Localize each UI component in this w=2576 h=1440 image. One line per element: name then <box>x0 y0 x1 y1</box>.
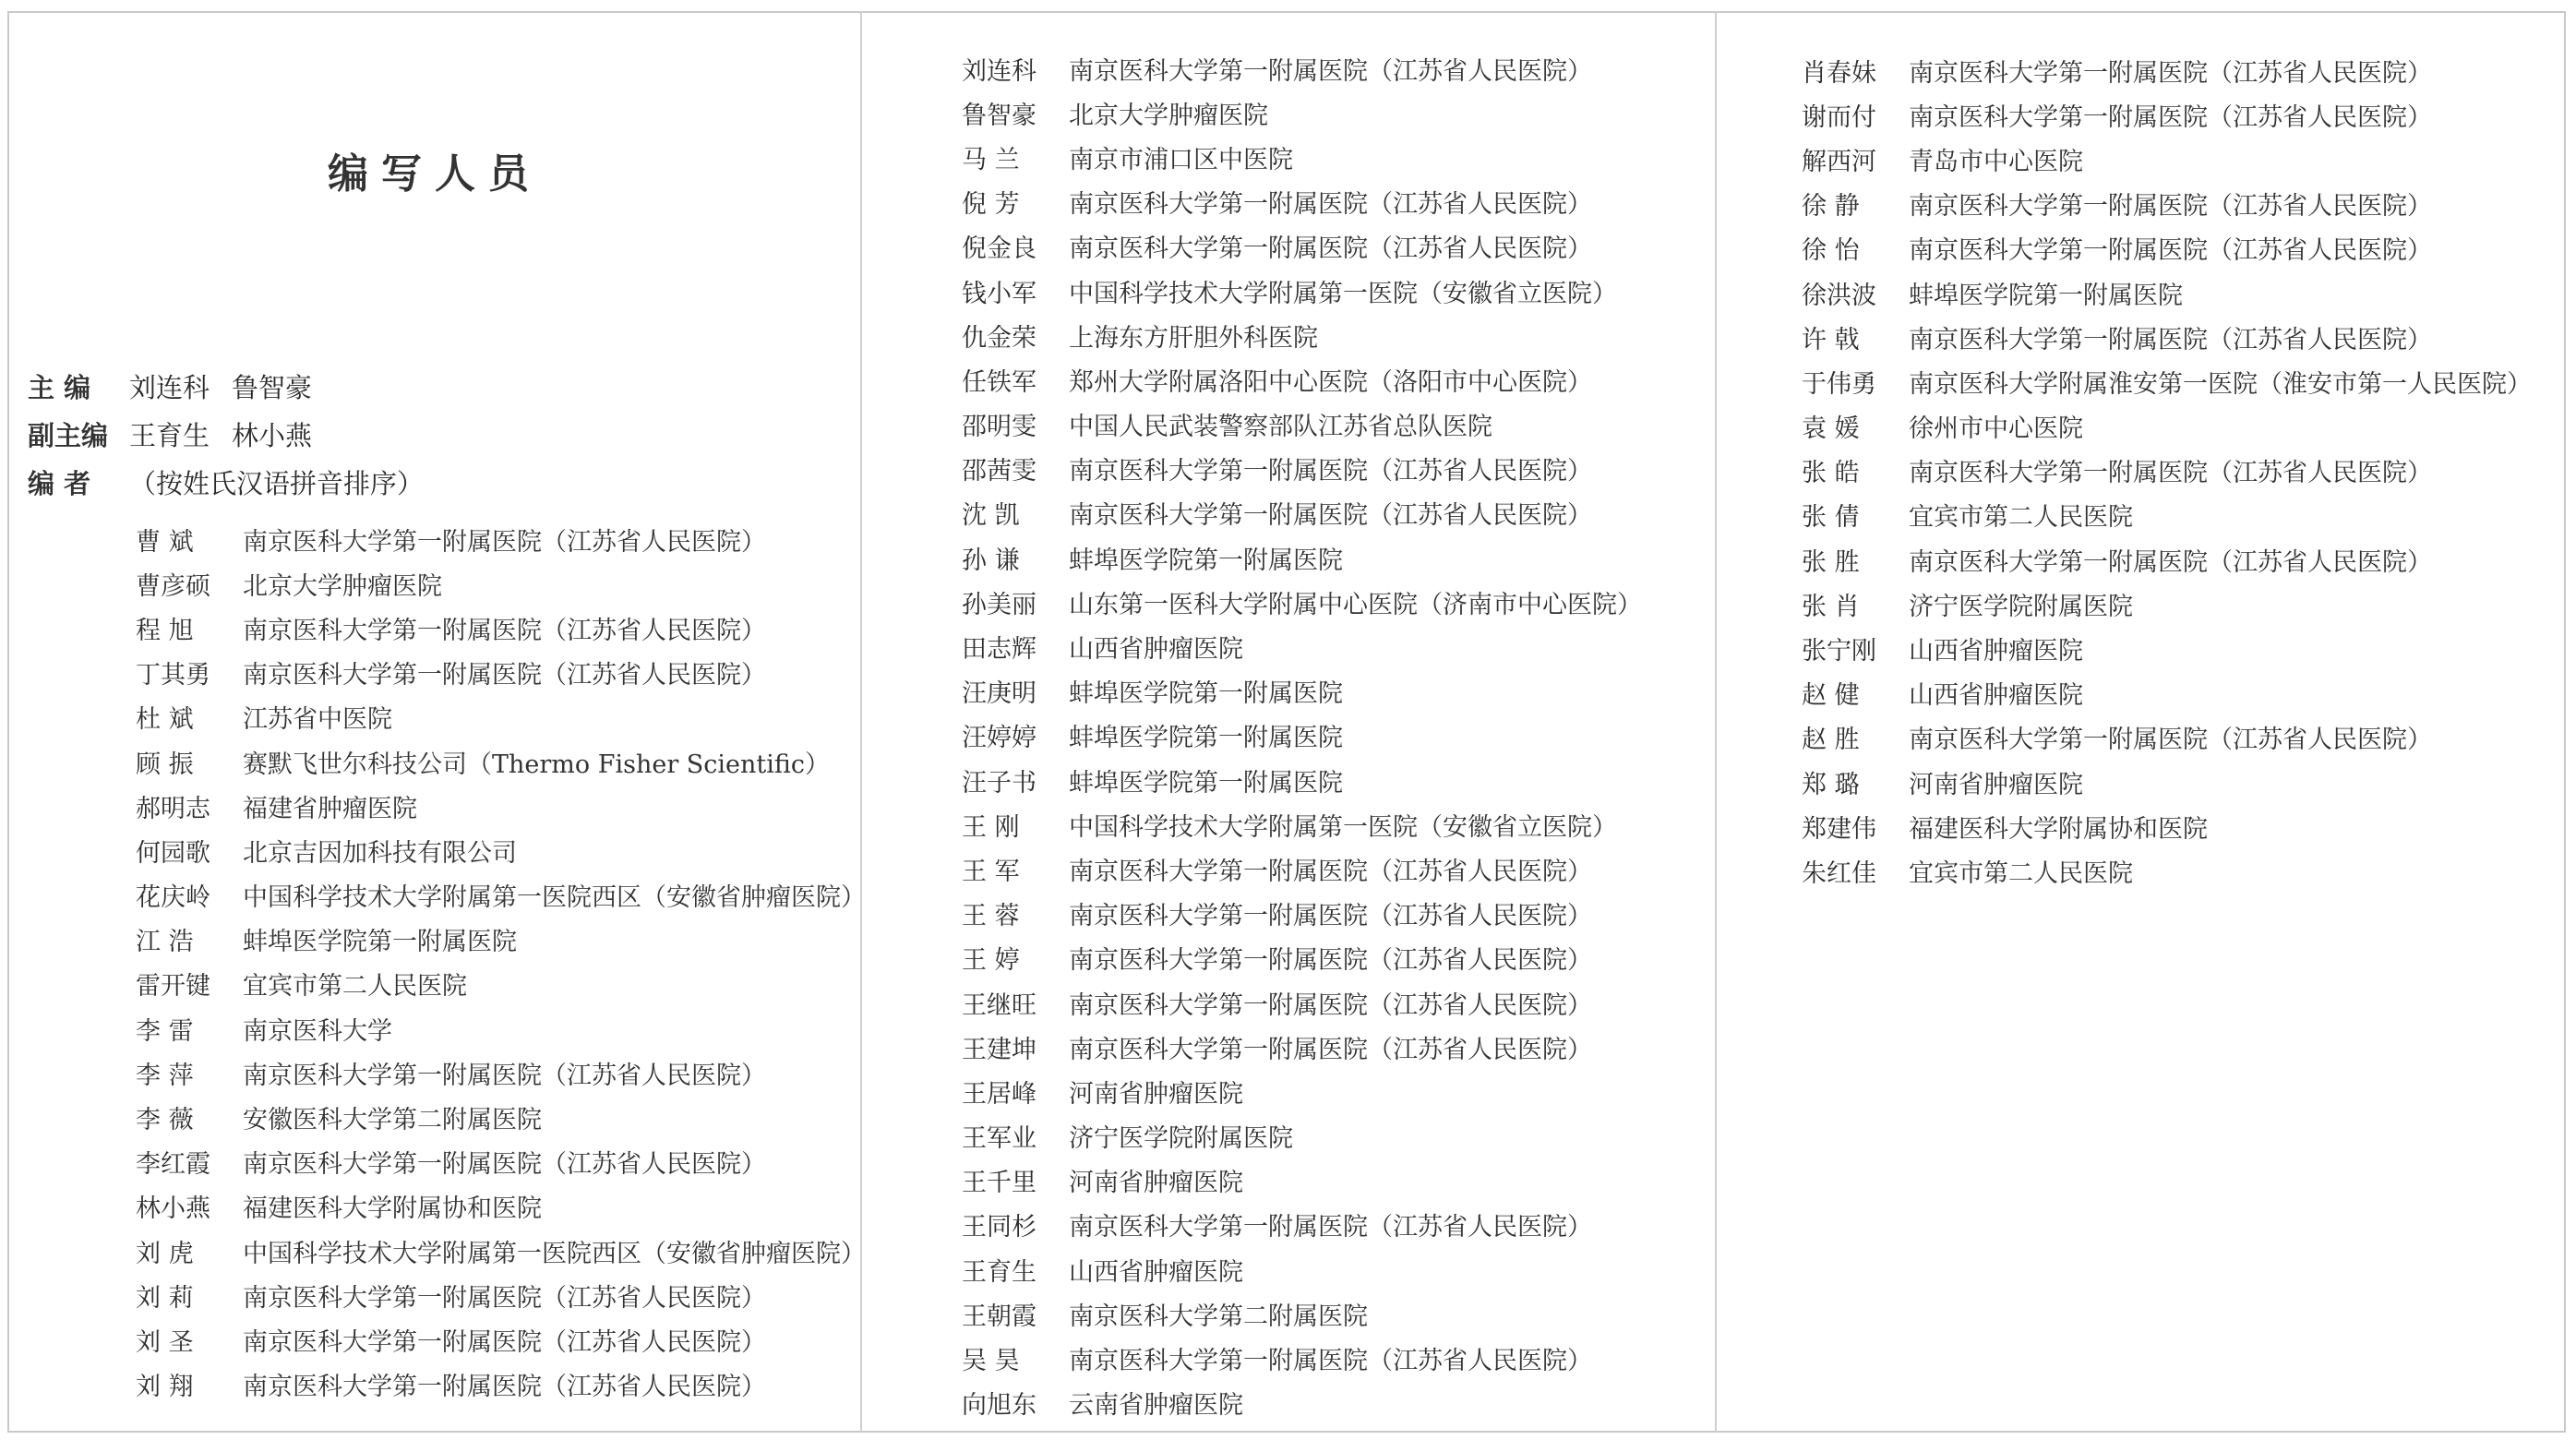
editor-institution: 南京医科大学第一附属医院（江苏省人民医院） <box>1069 990 1592 1020</box>
editor-name: 郑 璐 <box>1802 770 1860 799</box>
editor-institution: 山西省肿瘤医院 <box>1909 637 2083 666</box>
editor-entry <box>962 535 1642 580</box>
editor-institution: 南京医科大学第一附属医院（江苏省人民医院） <box>1909 236 2432 266</box>
editor-name: 张宁刚 <box>1802 637 1876 666</box>
editor-entry <box>962 1336 1642 1380</box>
editor-name: 刘 莉 <box>136 1283 194 1313</box>
editor-institution: 蚌埠医学院第一附属医院 <box>1909 281 2183 310</box>
editor-institution: 南京医科大学第一附属医院（江苏省人民医院） <box>1069 1035 1592 1064</box>
editor-name: 仇金荣 <box>962 323 1036 353</box>
editor-name: 郝明志 <box>136 794 210 823</box>
editor-name: 汪庚明 <box>962 679 1036 709</box>
editor-institution: 南京医科大学第一附属医院（江苏省人民医院） <box>1069 56 1592 86</box>
editor-entry <box>136 517 866 561</box>
editor-entry <box>1802 182 2532 226</box>
editor-name: 钱小军 <box>962 279 1036 308</box>
editor-entry <box>962 1291 1642 1336</box>
deputy-editor-label: 副主编 <box>28 420 109 451</box>
editor-institution: 南京医科大学第一附属医院（江苏省人民医院） <box>1909 726 2432 755</box>
editor-list-column-2 <box>962 46 1642 1425</box>
editor-institution: 南京医科大学第一附属医院（江苏省人民医院） <box>1909 58 2432 88</box>
editor-entry <box>1802 671 2532 715</box>
editor-institution: 南京医科大学第一附属医院（江苏省人民医院） <box>243 527 766 557</box>
editor-institution: 中国科学技术大学附属第一医院西区（安徽省肿瘤医院） <box>243 1239 866 1268</box>
editor-name: 于伟勇 <box>1802 369 1876 399</box>
editor-entry <box>962 269 1642 313</box>
editor-entry <box>962 1114 1642 1158</box>
editor-entry <box>136 1184 866 1229</box>
editor-entry <box>1802 493 2532 537</box>
editor-institution: 北京吉因加科技有限公司 <box>243 838 517 868</box>
editor-entry <box>1802 804 2532 848</box>
editor-entry <box>136 606 866 650</box>
editor-entry <box>136 695 866 739</box>
editor-entry <box>962 1025 1642 1069</box>
editor-entry <box>962 892 1642 936</box>
editor-institution: 福建医科大学附属协和医院 <box>1909 814 2208 844</box>
editor-name: 王 婷 <box>962 946 1020 976</box>
editor-name: 王 刚 <box>962 812 1020 842</box>
editor-institution: 南京医科大学第一附属医院（江苏省人民医院） <box>243 1373 766 1402</box>
editor-name: 朱红佳 <box>1802 858 1876 888</box>
editor-institution: 南京医科大学第二附属医院 <box>1069 1302 1368 1331</box>
page-title: 编写人员 <box>328 150 542 198</box>
editors-label: 编 者 <box>28 468 91 499</box>
editor-entry <box>136 784 866 828</box>
editor-entry <box>1802 537 2532 582</box>
editor-entry <box>962 580 1642 624</box>
editor-name: 解西河 <box>1802 147 1876 176</box>
editor-entry <box>1802 626 2532 670</box>
editor-entry <box>962 402 1642 447</box>
editor-institution: 青岛市中心医院 <box>1909 147 2083 176</box>
editor-entry <box>136 1273 866 1317</box>
editor-name: 马 兰 <box>962 145 1020 174</box>
editor-name: 倪 芳 <box>962 190 1020 220</box>
editor-institution: 济宁医学院附属医院 <box>1069 1124 1293 1154</box>
editor-institution: 南京医科大学第一附属医院（江苏省人民医院） <box>1909 459 2432 488</box>
editor-institution: 南京市浦口区中医院 <box>1069 145 1293 174</box>
editor-entry <box>962 1203 1642 1247</box>
editor-name: 刘连科 <box>962 56 1036 86</box>
editor-name: 吴 昊 <box>962 1347 1020 1376</box>
editor-name: 曹 斌 <box>136 527 194 557</box>
editor-name: 徐 怡 <box>1802 236 1860 266</box>
editor-name: 何园歌 <box>136 838 210 868</box>
editor-name: 徐洪波 <box>1802 281 1876 310</box>
editor-institution: 宜宾市第二人民医院 <box>243 972 467 1002</box>
editor-name: 赵 胜 <box>1802 726 1860 755</box>
editor-entry <box>962 1247 1642 1291</box>
editor-entry <box>962 46 1642 90</box>
editor-entry <box>1802 449 2532 493</box>
editor-institution: 南京医科大学附属淮安第一医院（淮安市第一人民医院） <box>1909 369 2532 399</box>
editor-name: 许 戟 <box>1802 325 1860 354</box>
editor-name: 刘 虎 <box>136 1239 194 1268</box>
editor-name: 张 胜 <box>1802 547 1860 577</box>
editor-institution: 蚌埠医学院第一附属医院 <box>1069 679 1343 709</box>
editor-institution: 南京医科大学第一附属医院（江苏省人民医院） <box>243 1061 766 1090</box>
editor-institution: 南京医科大学第一附属医院（江苏省人民医院） <box>1069 857 1592 886</box>
editor-name: 张 肖 <box>1802 592 1860 621</box>
editor-institution: 南京医科大学第一附属医院（江苏省人民医院） <box>1909 102 2432 132</box>
editor-institution: 南京医科大学第一附属医院（江苏省人民医院） <box>1069 946 1592 976</box>
editor-name: 王育生 <box>962 1257 1036 1287</box>
editor-name: 王继旺 <box>962 990 1036 1020</box>
editor-entry <box>962 714 1642 758</box>
editor-institution: 南京医科大学第一附属医院（江苏省人民医院） <box>243 1283 766 1313</box>
editor-institution: 安徽医科大学第二附属医院 <box>243 1106 542 1135</box>
chief-editor-row <box>28 367 334 405</box>
editor-entry <box>962 135 1642 179</box>
editor-name: 张 皓 <box>1802 459 1860 488</box>
editor-entry <box>136 873 866 918</box>
editor-institution: 中国科学技术大学附属第一医院西区（安徽省肿瘤医院） <box>243 883 866 913</box>
editor-entry <box>136 918 866 962</box>
editor-entry <box>962 802 1642 846</box>
editor-name: 汪子书 <box>962 768 1036 798</box>
editor-institution: 赛默飞世尔科技公司（Thermo Fisher Scientific） <box>243 750 831 779</box>
editor-entry <box>962 846 1642 891</box>
editor-entry <box>962 1069 1642 1113</box>
editor-name: 鲁智豪 <box>962 101 1036 130</box>
editor-name: 王军业 <box>962 1124 1036 1154</box>
editor-name: 孙美丽 <box>962 590 1036 619</box>
editor-entry <box>1802 315 2532 359</box>
editor-institution: 云南省肿瘤医院 <box>1069 1391 1243 1421</box>
editor-name: 向旭东 <box>962 1391 1036 1421</box>
editor-name: 花庆岭 <box>136 883 210 913</box>
editor-entry <box>136 561 866 606</box>
editor-institution: 南京医科大学第一附属医院（江苏省人民医院） <box>1069 902 1592 931</box>
editor-institution: 福建省肿瘤医院 <box>243 794 417 823</box>
editor-name: 郑建伟 <box>1802 814 1876 844</box>
editor-entry <box>136 739 866 784</box>
editor-entry <box>962 180 1642 224</box>
editor-entry <box>962 313 1642 357</box>
editor-institution: 蚌埠医学院第一附属医院 <box>1069 768 1343 798</box>
editor-institution: 河南省肿瘤医院 <box>1069 1079 1243 1109</box>
editor-institution: 宜宾市第二人民医院 <box>1909 858 2133 888</box>
editor-institution: 中国人民武装警察部队江苏省总队医院 <box>1069 413 1492 442</box>
editor-institution: 南京医科大学第一附属医院（江苏省人民医院） <box>243 616 766 645</box>
editor-name: 林小燕 <box>136 1194 210 1224</box>
editor-name: 徐 静 <box>1802 192 1860 222</box>
editor-entry <box>136 828 866 872</box>
editor-name: 孙 谦 <box>962 546 1020 575</box>
editor-name: 丁其勇 <box>136 661 210 690</box>
editor-name: 雷开键 <box>136 972 210 1002</box>
editor-entry <box>1802 404 2532 449</box>
editor-entry <box>1802 48 2532 92</box>
editor-name: 倪金良 <box>962 234 1036 264</box>
editor-institution: 蚌埠医学院第一附属医院 <box>243 928 517 957</box>
editor-entry <box>962 624 1642 668</box>
editor-name: 程 旭 <box>136 616 194 645</box>
chief-editor-name: 刘连科 <box>129 372 210 403</box>
editor-entry <box>962 1381 1642 1425</box>
page-1 <box>9 11 866 1433</box>
editor-institution: 中国科学技术大学附属第一医院（安徽省立医院） <box>1069 812 1617 842</box>
editor-name: 田志辉 <box>962 635 1036 665</box>
editor-institution: 河南省肿瘤医院 <box>1909 770 2083 799</box>
editor-institution: 河南省肿瘤医院 <box>1069 1169 1243 1198</box>
editor-entry <box>136 1317 866 1362</box>
deputy-editor-name: 林小燕 <box>232 420 313 451</box>
editor-institution: 蚌埠医学院第一附属医院 <box>1069 546 1343 575</box>
chief-editor-name: 鲁智豪 <box>232 372 313 403</box>
editor-entry <box>1802 760 2532 804</box>
editor-entry <box>962 491 1642 535</box>
editor-institution: 南京医科大学 <box>243 1016 392 1046</box>
editor-institution: 南京医科大学第一附属医院（江苏省人民医院） <box>1069 190 1592 220</box>
editor-entry <box>136 1362 866 1407</box>
editor-institution: 山西省肿瘤医院 <box>1069 1257 1243 1287</box>
editor-list-column-1 <box>136 517 866 1407</box>
editor-institution: 北京大学肿瘤医院 <box>1069 101 1268 130</box>
editor-name: 邵明雯 <box>962 413 1036 442</box>
editor-name: 李 雷 <box>136 1016 194 1046</box>
editor-institution: 福建医科大学附属协和医院 <box>243 1194 542 1224</box>
chief-editor-label: 主 编 <box>28 372 91 403</box>
editor-name: 赵 健 <box>1802 681 1860 711</box>
editor-name: 王建坤 <box>962 1035 1036 1064</box>
editor-institution: 南京医科大学第一附属医院（江苏省人民医院） <box>1069 501 1592 531</box>
editor-name: 刘 翔 <box>136 1373 194 1402</box>
editor-institution: 南京医科大学第一附属医院（江苏省人民医院） <box>1069 1347 1592 1376</box>
editor-entry <box>1802 137 2532 181</box>
editor-entry <box>1802 848 2532 893</box>
editor-institution: 南京医科大学第一附属医院（江苏省人民医院） <box>1069 457 1592 486</box>
editor-institution: 江苏省中医院 <box>243 705 392 735</box>
editor-institution: 南京医科大学第一附属医院（江苏省人民医院） <box>243 661 766 690</box>
editor-institution: 济宁医学院附属医院 <box>1909 592 2133 621</box>
editor-entry <box>136 1095 866 1139</box>
editor-name: 任铁军 <box>962 367 1036 397</box>
editor-name: 王千里 <box>962 1169 1036 1198</box>
editor-entry <box>962 758 1642 802</box>
editor-name: 肖春妹 <box>1802 58 1876 88</box>
editor-entry <box>962 90 1642 135</box>
editors-sort-note: （按姓氏汉语拼音排序） <box>129 468 425 499</box>
editor-entry <box>962 1158 1642 1203</box>
editor-name: 李 薇 <box>136 1106 194 1135</box>
editor-institution: 南京医科大学第一附属医院（江苏省人民医院） <box>1909 547 2432 577</box>
editor-entry <box>1802 226 2532 270</box>
editor-institution: 南京医科大学第一附属医院（江苏省人民医院） <box>1909 325 2432 354</box>
editor-institution: 郑州大学附属洛阳中心医院（洛阳市中心医院） <box>1069 367 1592 397</box>
editor-entry <box>136 1006 866 1050</box>
editor-institution: 上海东方肝胆外科医院 <box>1069 323 1318 353</box>
editor-entry <box>1802 582 2532 626</box>
editor-entry <box>1802 92 2532 137</box>
editor-name: 杜 斌 <box>136 705 194 735</box>
editor-institution: 南京医科大学第一附属医院（江苏省人民医院） <box>243 1150 766 1180</box>
editor-name: 江 浩 <box>136 928 194 957</box>
editor-entry <box>136 1229 866 1273</box>
editor-institution: 山西省肿瘤医院 <box>1909 681 2083 711</box>
deputy-editor-row <box>28 415 334 453</box>
editor-name: 刘 圣 <box>136 1327 194 1357</box>
editor-entry <box>136 1140 866 1184</box>
editor-entry <box>136 1050 866 1095</box>
editor-institution: 南京医科大学第一附属医院（江苏省人民医院） <box>1069 1213 1592 1242</box>
editor-entry <box>962 357 1642 402</box>
editor-institution: 中国科学技术大学附属第一医院（安徽省立医院） <box>1069 279 1617 308</box>
editor-entry <box>136 962 866 1006</box>
editors-row <box>28 463 424 501</box>
editor-institution: 山西省肿瘤医院 <box>1069 635 1243 665</box>
editor-institution: 宜宾市第二人民医院 <box>1909 503 2133 533</box>
page-divider-2 <box>1715 11 1717 1433</box>
editor-entry <box>962 980 1642 1025</box>
editor-name: 张 倩 <box>1802 503 1860 533</box>
editor-name: 王 蓉 <box>962 902 1020 931</box>
editor-entry <box>1802 359 2532 403</box>
editor-entry <box>1802 715 2532 760</box>
editor-name: 汪婷婷 <box>962 724 1036 753</box>
editor-name: 袁 媛 <box>1802 414 1860 444</box>
editor-institution: 南京医科大学第一附属医院（江苏省人民医院） <box>1909 192 2432 222</box>
editor-institution: 蚌埠医学院第一附属医院 <box>1069 724 1343 753</box>
editor-name: 邵茜雯 <box>962 457 1036 486</box>
editor-name: 沈 凯 <box>962 501 1020 531</box>
editor-entry <box>962 224 1642 269</box>
editor-name: 曹彦硕 <box>136 571 210 601</box>
editor-name: 李 萍 <box>136 1061 194 1090</box>
editor-name: 王居峰 <box>962 1079 1036 1109</box>
editor-entry <box>136 651 866 695</box>
editor-name: 谢而付 <box>1802 102 1876 132</box>
editor-list-column-3 <box>1802 48 2532 894</box>
editor-institution: 南京医科大学第一附属医院（江苏省人民医院） <box>1069 234 1592 264</box>
editor-name: 李红霞 <box>136 1150 210 1180</box>
page-2 <box>864 11 1715 1433</box>
editor-name: 王同杉 <box>962 1213 1036 1242</box>
editor-entry <box>1802 270 2532 315</box>
editor-name: 王 军 <box>962 857 1020 886</box>
editor-institution: 北京大学肿瘤医院 <box>243 571 442 601</box>
editor-institution: 南京医科大学第一附属医院（江苏省人民医院） <box>243 1327 766 1357</box>
editor-entry <box>962 447 1642 491</box>
editor-name: 王朝霞 <box>962 1302 1036 1331</box>
page-3 <box>1719 11 2566 1433</box>
editor-entry <box>962 936 1642 980</box>
editor-institution: 山东第一医科大学附属中心医院（济南市中心医院） <box>1069 590 1642 619</box>
editor-entry <box>962 669 1642 714</box>
editor-institution: 徐州市中心医院 <box>1909 414 2083 444</box>
editor-name: 顾 振 <box>136 750 194 779</box>
deputy-editor-name: 王育生 <box>129 420 210 451</box>
